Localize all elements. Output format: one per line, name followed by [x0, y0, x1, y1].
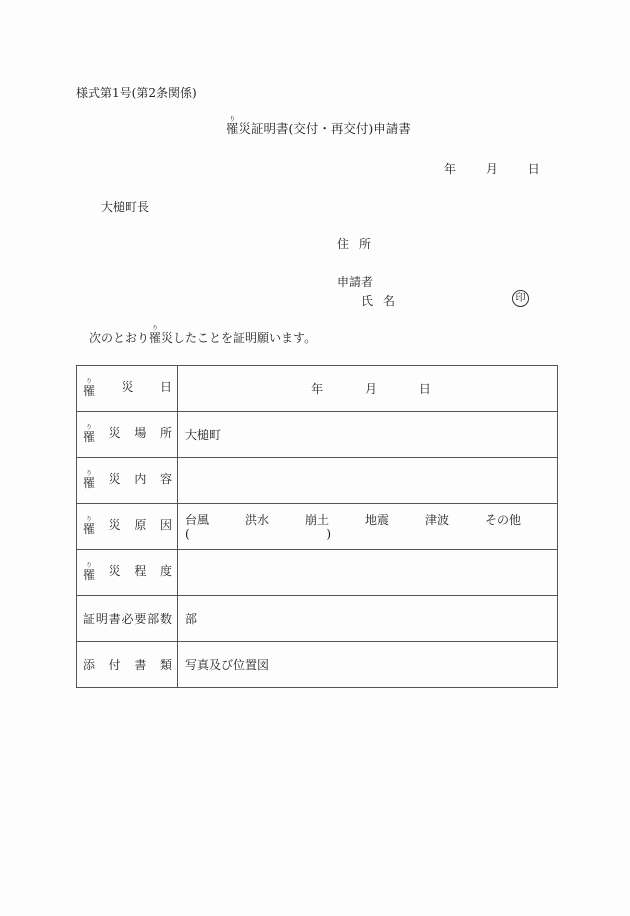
cause-earthquake[interactable]: 地震	[365, 512, 390, 527]
cause-options	[185, 513, 557, 527]
document-title	[226, 116, 411, 137]
date-day-label: 日	[527, 162, 540, 176]
table-row-disaster-date	[77, 366, 558, 412]
label-disaster-date: 罹り 災 日	[77, 366, 178, 412]
form-number: 様式第1号(第2条関係)	[76, 86, 197, 100]
other-cause-input[interactable]: ( )	[185, 526, 331, 541]
label-required-copies: 証 明 書 必 要 部 数	[77, 596, 178, 642]
label-attachments: 添 付 書 類	[77, 642, 178, 688]
disaster-location-field[interactable]: 大槌町	[178, 412, 558, 458]
table-row-attachments	[77, 642, 558, 688]
intro-ruby: 罹り	[149, 325, 162, 345]
table-row-disaster-details	[77, 458, 558, 504]
applicant-label: 申請者	[337, 275, 374, 289]
date-year-label: 年	[444, 162, 457, 176]
label-damage-level: 罹り 災 程 度	[77, 550, 178, 596]
cause-other[interactable]: その他	[485, 512, 522, 527]
attachments-field[interactable]: 写真及び位置図	[178, 642, 558, 688]
label-disaster-details: 罹り 災 内 容	[77, 458, 178, 504]
cause-landslide[interactable]: 崩土	[305, 512, 330, 527]
disaster-date-field[interactable]: 年 月 日	[178, 366, 558, 412]
table-row-copies	[77, 596, 558, 642]
address-label: 住所	[337, 237, 382, 251]
table-row-disaster-cause	[77, 504, 558, 550]
cause-tsunami[interactable]: 津波	[425, 512, 450, 527]
date-month-label: 月	[485, 162, 498, 176]
application-table	[76, 365, 558, 688]
intro-statement: 次のとおり罹り災したことを証明願います。	[89, 325, 317, 345]
application-date	[444, 160, 566, 177]
required-copies-field[interactable]: 部	[178, 596, 558, 642]
table-row-disaster-location	[77, 412, 558, 458]
name-label: 氏名	[361, 294, 406, 308]
cause-typhoon[interactable]: 台風	[185, 512, 210, 527]
cause-flood[interactable]: 洪水	[245, 512, 270, 527]
title-ruby: 罹り	[226, 116, 239, 136]
disaster-details-field[interactable]	[178, 458, 558, 504]
disaster-cause-field[interactable]	[178, 504, 558, 550]
label-disaster-location: 罹り 災 場 所	[77, 412, 178, 458]
title-text: 災証明書(交付・再交付)申請書	[238, 121, 411, 136]
addressee: 大槌町長	[101, 200, 150, 214]
label-disaster-cause: 罹り 災 原 因	[77, 504, 178, 550]
damage-level-field[interactable]	[178, 550, 558, 596]
seal-mark-icon: 印	[512, 290, 529, 307]
table-row-damage-level	[77, 550, 558, 596]
